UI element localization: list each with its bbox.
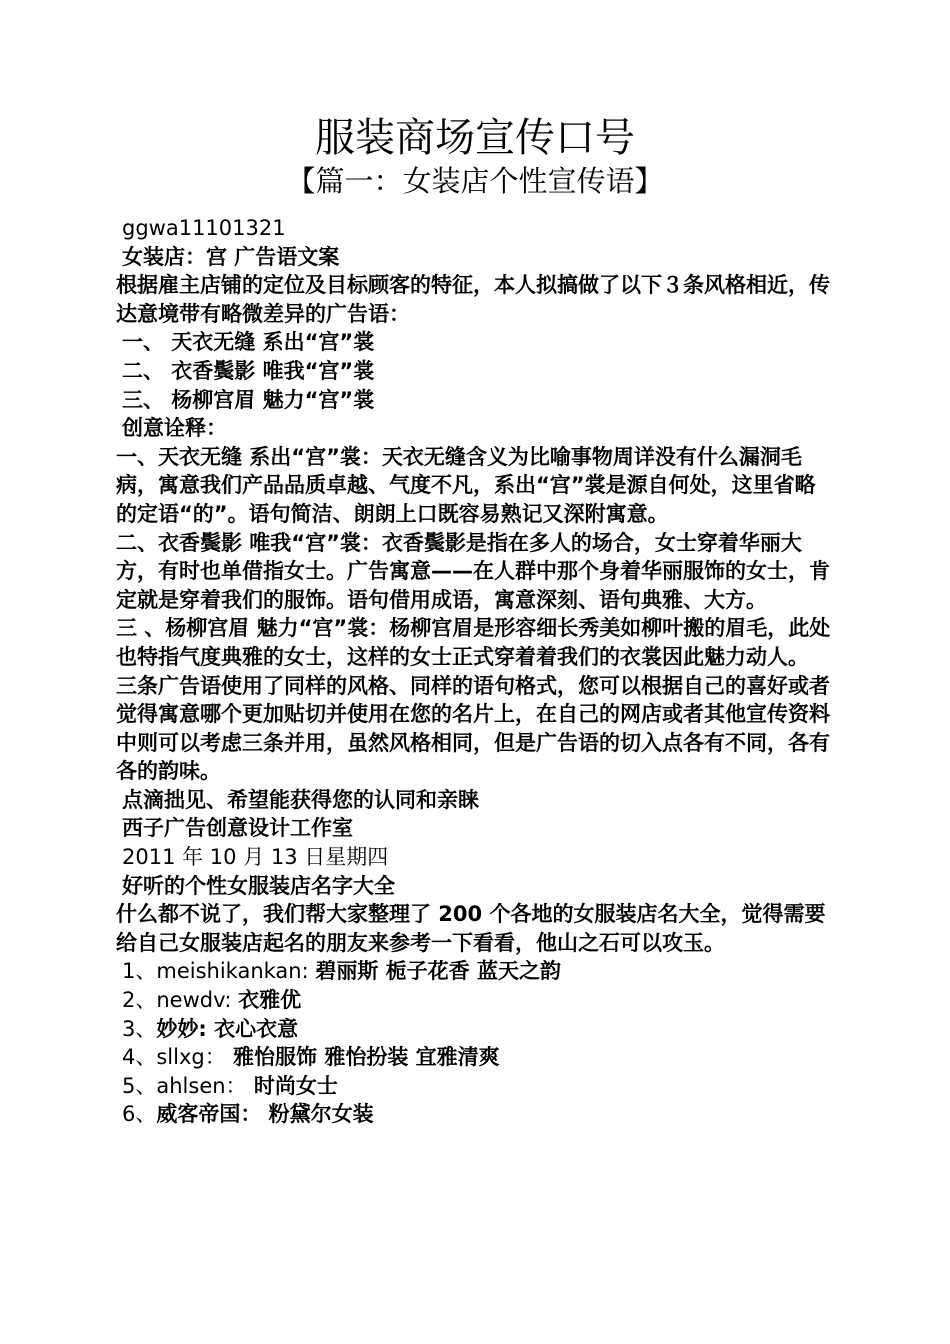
explain-heading: 创意诠释： <box>122 416 227 441</box>
slogan-line: 一、 天衣无缝 系出“宫”裳 <box>122 330 375 355</box>
document-date: 2011 年 10 月 13 日星期四 <box>122 845 389 870</box>
section2-intro: 什么都不说了，我们帮大家整理了 200 个各地的女服装店名大全，觉得需要给自己女服装店起名的朋友来参考一下看看，他山之石可以攻玉。 <box>116 902 826 955</box>
list-item: 4、sllxg： 雅怡服饰 雅怡扮装 宜雅清爽 <box>122 1045 500 1070</box>
section-heading: 女装店：宫 广告语文案 <box>122 244 340 269</box>
explanation-paragraph: 三 、杨柳宫眉 魅力“宫”裳：杨柳宫眉是形容细长秀美如柳叶搬的眉毛，此处也特指气度典雅的女士，这样的女士正式穿着着我们的衣裳因此魅力动人。 <box>116 616 831 669</box>
summary-paragraph: 三条广告语使用了同样的风格、同样的语句格式，您可以根据自己的喜好或者觉得寓意哪个更加贴切并使用在您的名片上，在自己的网店或者其他宣传资料中则可以考虑三条并用，虽然风格相同，但是广告语的切入点各有不同，各有各的韵味。 <box>116 673 830 784</box>
document-code: ggwa11101321 <box>122 216 286 240</box>
closing-line: 点滴拙见、希望能获得您的认同和亲睐 <box>122 787 479 812</box>
list-item: 5、ahlsen： 时尚女士 <box>122 1073 338 1098</box>
slogan-line: 三、 杨柳宫眉 魅力“宫”裳 <box>122 387 375 412</box>
explanation-paragraph: 二、衣香鬓影 唯我“宫”裳：衣香鬓影是指在多人的场合，女士穿着华丽大方，有时也单借指女士。广告寓意——在人群中那个身着华丽服饰的女士，肯定就是穿着我们的服饰。语句借用成语，寓意深刻、语句典雅、大方。 <box>116 530 830 612</box>
section2-heading: 好听的个性女服装店名字大全 <box>122 873 395 898</box>
list-item: 1、meishikankan: 碧丽斯 栀子花香 蓝天之韵 <box>122 959 561 984</box>
list-item: 3、妙妙: 衣心衣意 <box>122 1016 299 1041</box>
list-item: 2、newdv: 衣雅优 <box>122 988 302 1013</box>
slogan-line: 二、 衣香鬓影 唯我“宫”裳 <box>122 358 375 383</box>
explanation-paragraph: 一、天衣无缝 系出“宫”裳：天衣无缝含义为比喻事物周详没有什么漏洞毛病，寓意我们产品品质卓越、气度不凡，系出“宫”裳是源自何处，这里省略的定语“的”。语句简洁、朗朗上口既容易熟记又深附寓意。 <box>116 444 816 526</box>
intro-paragraph: 根据雇主店铺的定位及目标顾客的特征，本人拟搞做了以下３条风格相近，传达意境带有略微差异的广告语： <box>116 273 830 326</box>
document-body <box>116 214 836 1129</box>
studio-name: 西子广告创意设计工作室 <box>122 816 353 841</box>
list-item: 6、威客帝国： 粉黛尔女装 <box>122 1102 374 1127</box>
document-title: 服装商场宣传口号 <box>315 115 635 161</box>
document-subtitle: 【篇一：女装店个性宣传语】 <box>286 164 664 198</box>
